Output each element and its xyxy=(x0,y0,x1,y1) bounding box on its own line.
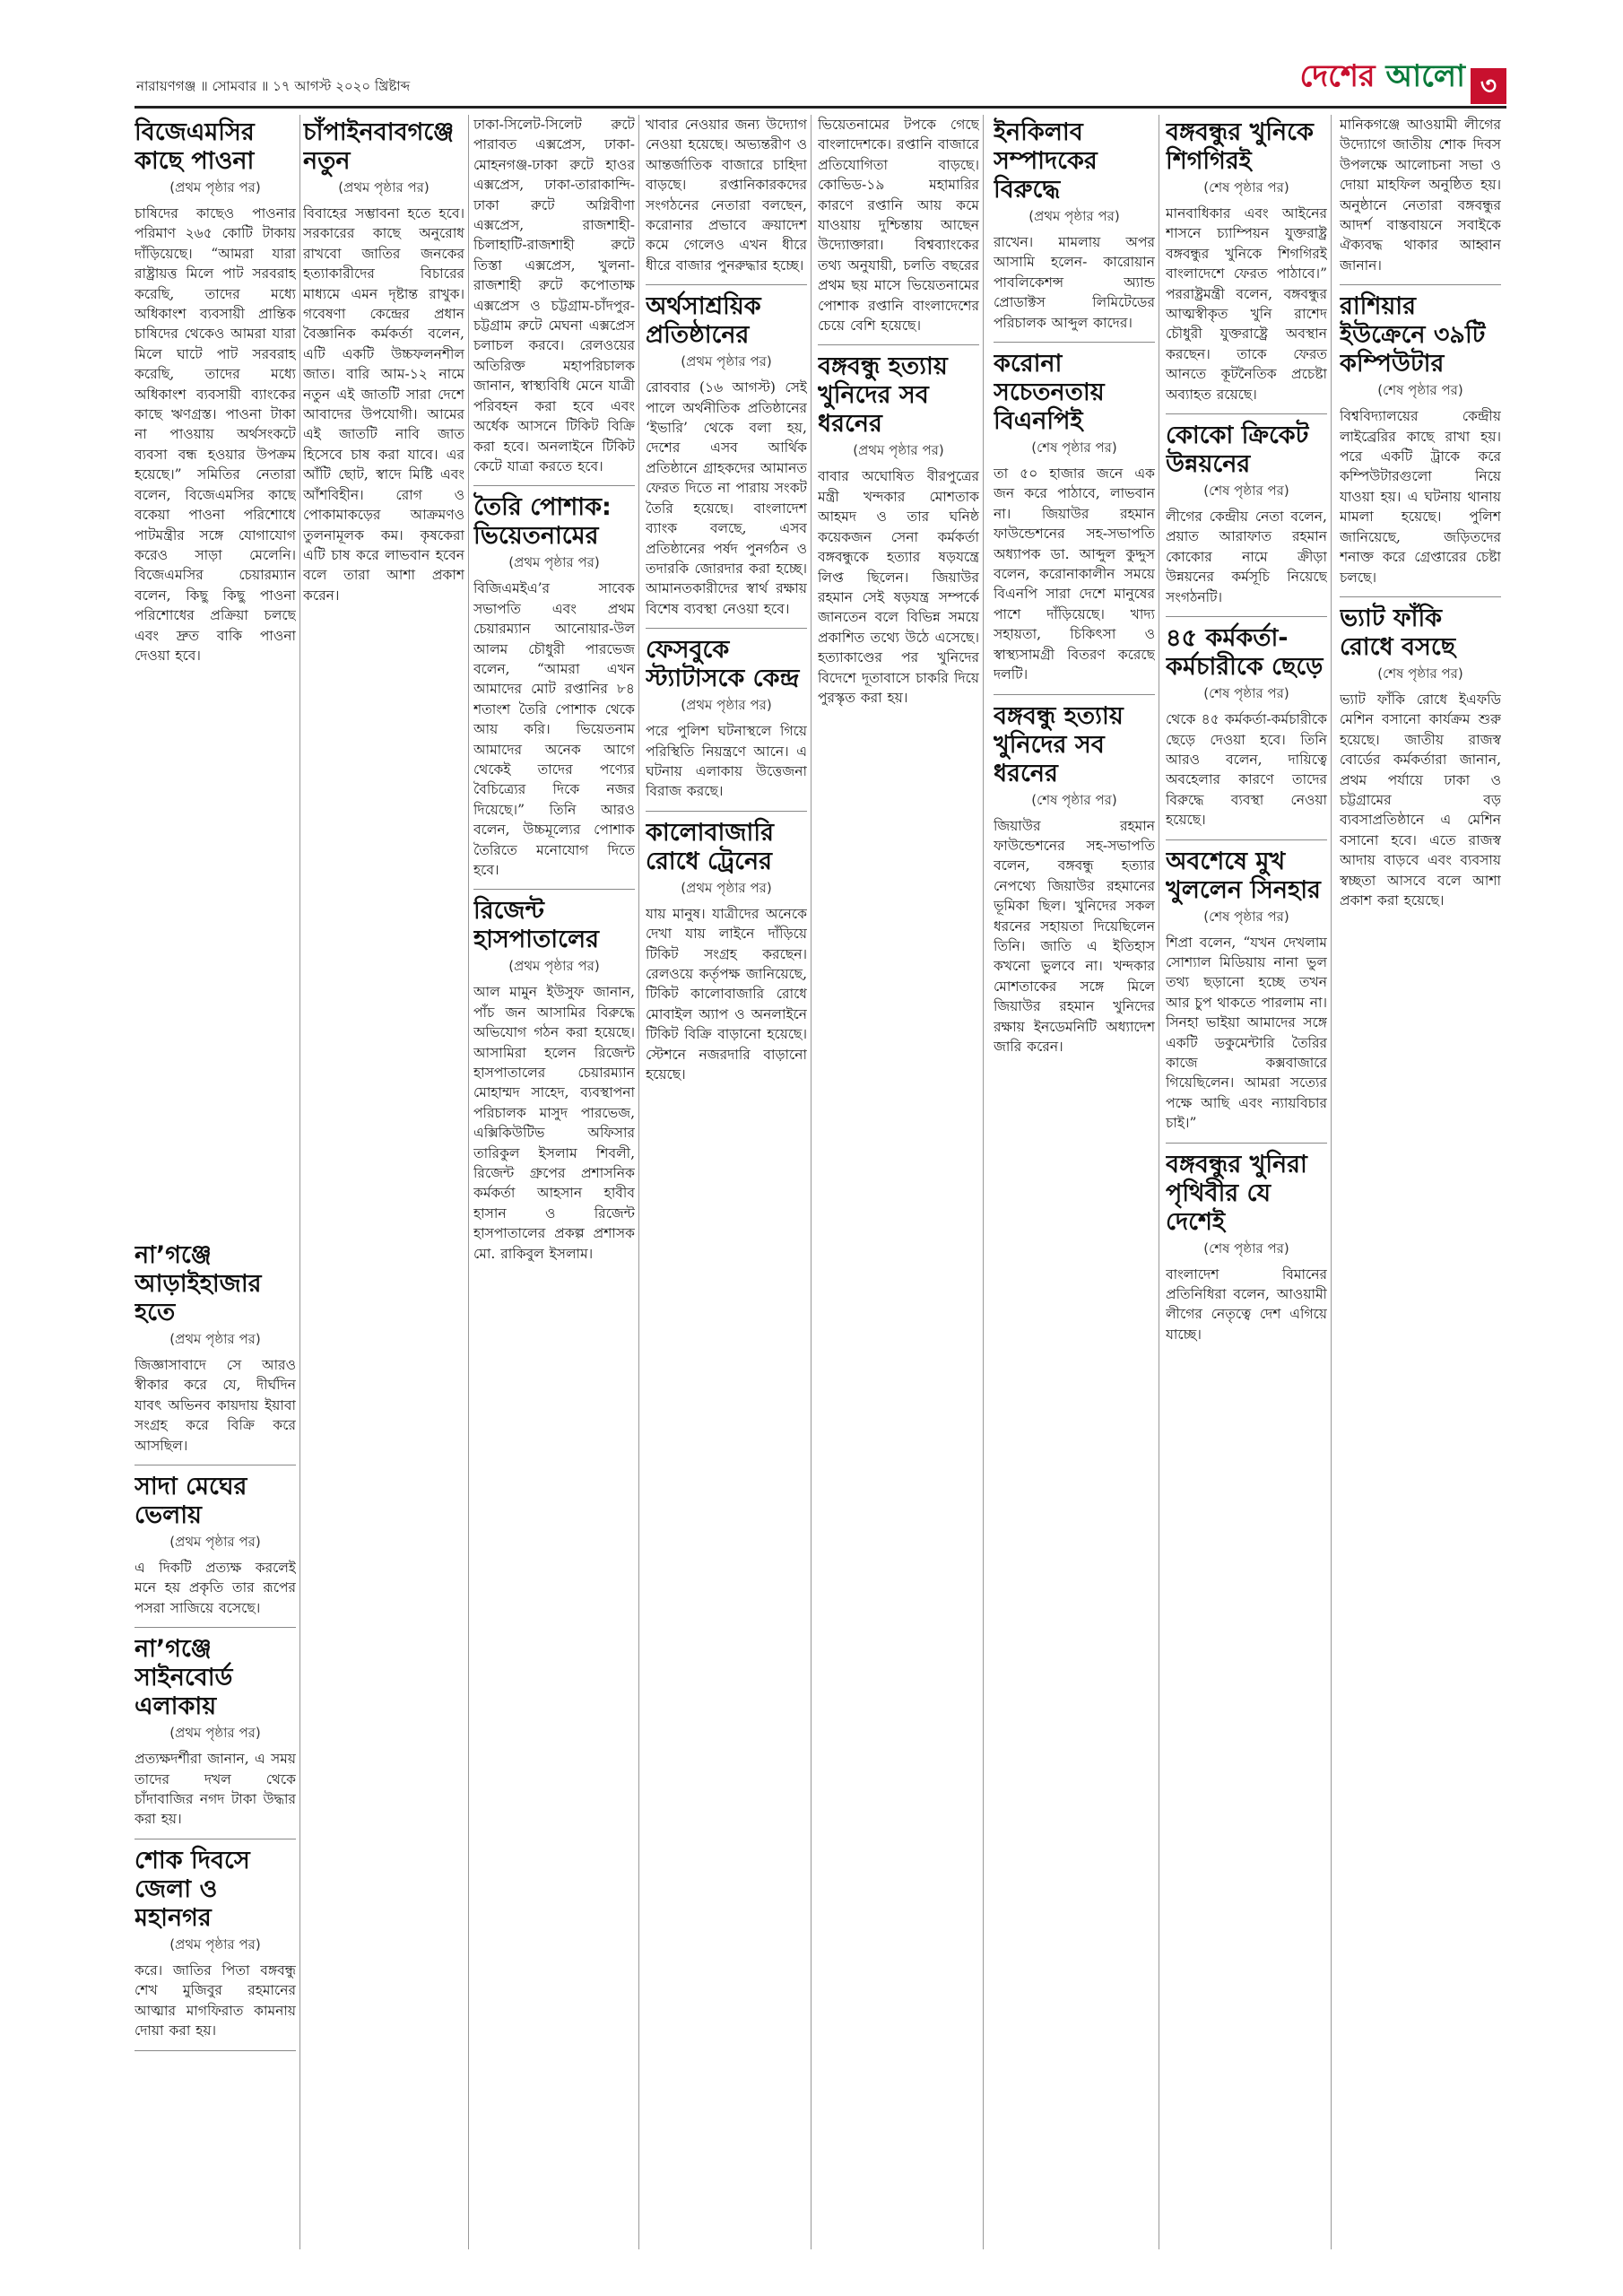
continued-note: (শেষ পৃষ্ঠার পর) xyxy=(1377,665,1463,682)
article-headline: বঙ্গবন্ধু হত্যায় খুনিদের সব ধরনের xyxy=(994,701,1124,787)
article xyxy=(1340,604,1501,910)
divider xyxy=(1166,839,1327,840)
article-body: থেকে ৪৫ কর্মকর্তা-কর্মচারীকে ছেড়ে দেওয়া হবে। তিনি আরও বলেন, দায়িত্বে অবহেলার কারণে তাদের বিরুদ্ধে ব্যবস্থা নেওয়া হয়েছে। xyxy=(1166,711,1327,829)
divider xyxy=(1166,616,1327,617)
article xyxy=(1166,118,1327,404)
article-headline: ফেসবুকে স্ট্যাটাসকে কেন্দ্র xyxy=(646,636,800,693)
article-body: বাংলাদেশ বিমানের প্রতিনিধিরা বলেন, আওয়ামী লীগের নেতৃত্বে দেশ এগিয়ে যাচ্ছে। xyxy=(1166,1265,1327,1343)
divider xyxy=(646,811,807,812)
article-body: চাষিদের কাছেও পাওনার পরিমাণ ২৬৫ কোটি টাকায় দাঁড়িয়েছে। “আমরা যারা রাষ্ট্রায়ত্ত মিলে পাট সরবরাহ করেছি, তাদের মধ্যে অধিকাংশ ব্যবসায়ী প্রান্তিক চাষিদের থেকেও আমরা যারা মিলে ঘাটে পাট সরবরাহ করেছি, তাদের মধ্যে অধিকাংশ ব্যবসায়ী ব্যাংকের কাছে ঋণগ্রস্ত। পাওনা টাকা না পাওয়ায় অর্থসংকটে ব্যবসা বন্ধ হওয়ার উপক্রম হয়েছে।” সমিতির নেতারা বলেন, বিজেএমসির কাছে বকেয়া পাওনা পরিশোধে পাটমন্ত্রীর সঙ্গে যোগাযোগ করেও সাড়া মেলেনি। বিজেএমসির চেয়ারম্যান বলেন, কিছু কিছু পাওনা পরিশোধের প্রক্রিয়া চলছে এবং দ্রুত বাকি পাওনা দেওয়া হবে। xyxy=(135,205,296,664)
article xyxy=(994,118,1155,333)
continued-note: (প্রথম পৃষ্ঠার পর) xyxy=(169,1331,261,1347)
article xyxy=(135,1847,296,2041)
divider xyxy=(135,1627,296,1628)
continued-note: (প্রথম পৃষ্ঠার পর) xyxy=(169,1935,261,1952)
column-2 xyxy=(303,115,464,2249)
page-number: ৩ xyxy=(1471,68,1506,104)
continued-note: (প্রথম পৃষ্ঠার পর) xyxy=(681,697,772,714)
article xyxy=(646,819,807,1085)
article-headline: শোক দিবসে জেলা ও মহানগর xyxy=(135,1846,250,1932)
logo-word-2: আলো xyxy=(1385,58,1465,94)
article-body: করে। জাতির পিতা বঙ্গবন্ধু শেখ মুজিবুর রহমানের আত্মার মাগফিরাত কামনায় দোয়া করা হয়। xyxy=(135,1961,296,2039)
article-headline: বঙ্গবন্ধু হত্যায় খুনিদের সব ধরনের xyxy=(818,352,948,439)
article-headline: রিজেন্ট হাসপাতালের xyxy=(473,897,599,954)
column-1 xyxy=(135,115,296,1227)
column-divider xyxy=(638,115,639,2249)
article-body: এ দিকটি প্রত্যক্ষ করলেই মনে হয় প্রকৃতি তার রূপের পসরা সাজিয়ে বসেছে। xyxy=(135,1560,296,1616)
article-body: আল মামুন ইউসুফ জানান, পাঁচ জন আসামির বিরুদ্ধে অভিযোগ গঠন করা হয়েছে। আসামিরা হলেন রিজেন্ট হাসপাতালের চেয়ারম্যান মোহাম্মদ সাহেদ, ব্যবস্থাপনা পরিচালক মাসুদ পারভেজ, এক্সিকিউটিভ অফিসার তারিকুল ইসলাম শিবলী, রিজেন্ট গ্রুপের প্রশাসনিক কর্মকর্তা আহসান হাবীব হাসান ও রিজেন্ট হাসপাতালের প্রকল্প প্রশাসক মো. রাকিবুল ইসলাম। xyxy=(473,984,635,1262)
article xyxy=(994,350,1155,684)
article xyxy=(135,1635,296,1830)
continued-note: (প্রথম পৃষ্ঠার পর) xyxy=(338,179,430,196)
article-body: ভিয়েতনামের টপকে গেছে বাংলাদেশকে। রপ্তানি বাজারে প্রতিযোগিতা বাড়ছে। কোভিড-১৯ মহামারির কারণে রপ্তানি আয় কমে যাওয়ায় দুশ্চিন্তায় আছেন উদ্যোক্তারা। বিশ্বব্যাংকের তথ্য অনুযায়ী, চলতি বছরের প্রথম ছয় মাসে ভিয়েতনামের পোশাক রপ্তানি বাংলাদেশের চেয়ে বেশি হয়েছে। xyxy=(818,117,979,335)
article-body: পরে পুলিশ ঘটনাস্থলে গিয়ে পরিস্থিতি নিয়ন্ত্রণে আনে। এ ঘটনায় এলাকায় উত্তেজনা বিরাজ করছে। xyxy=(646,723,807,800)
article-body: বিবাহের সম্ভাবনা হতে হবে। সরকারের কাছে অনুরোধ রাখবো জাতির জনকের হত্যাকারীদের বিচারের মাধ্যমে এমন দৃষ্টান্ত রাখুক। গবেষণা কেন্দ্রের প্রধান বৈজ্ঞানিক কর্মকর্তা বলেন, এটি একটি উচ্চফলনশীল জাত। বারি আম-১২ নামে নতুন এই জাতটি সারা দেশে আবাদের উপযোগী। আমের এই জাতটি নাবি জাত হিসেবে চাষ করা যাবে। এর আঁটি ছোট, স্বাদে মিষ্টি এবং আঁশবিহীন। রোগ ও পোকামাকড়ের আক্রমণও তুলনামূলক কম। কৃষকেরা এটি চাষ করে লাভবান হবেন বলে তারা আশা প্রকাশ করেন। xyxy=(303,205,464,604)
continued-note: (শেষ পৃষ্ঠার পর) xyxy=(1203,483,1289,500)
article-headline: ৪৫ কর্মকর্তা-কর্মচারীকে ছেড়ে xyxy=(1166,624,1324,682)
article-headline: বিজেএমসির কাছে পাওনা xyxy=(135,118,255,175)
article xyxy=(473,493,635,880)
article-body: মানিকগঞ্জে আওয়ামী লীগের উদ্যোগে জাতীয় শোক দিবস উপলক্ষে আলোচনা সভা ও দোয়া মাহফিল অনুষ্ঠিত হয়। অনুষ্ঠানে নেতারা বঙ্গবন্ধুর আদর্শ বাস্তবায়নে সবাইকে ঐক্যবদ্ধ থাকার আহ্বান জানান। xyxy=(1340,117,1501,274)
column-6 xyxy=(994,115,1155,2249)
article xyxy=(135,118,296,665)
article xyxy=(135,1241,296,1456)
continued-note: (শেষ পৃষ্ঠার পর) xyxy=(1031,791,1117,808)
column-divider xyxy=(1331,115,1332,2249)
article-headline: সাদা মেঘের ভেলায় xyxy=(135,1473,247,1530)
article xyxy=(1166,624,1327,830)
article-body: যায় মানুষ। যাত্রীদের অনেকে দেখা যায় লাইনে দাঁড়িয়ে টিকিট সংগ্রহ করছেন। রেলওয়ে কর্তৃপক্ষ জানিয়েছে, টিকিট কালোবাজারি রোধে মোবাইল অ্যাপ ও অনলাইনে টিকিট বিক্রি বাড়ানো হয়েছে। স্টেশনে নজরদারি বাড়ানো হয়েছে। xyxy=(646,905,807,1083)
article-headline: অর্থসাশ্রয়িক প্রতিষ্ঠানের xyxy=(646,292,761,350)
divider xyxy=(646,284,807,285)
article xyxy=(473,897,635,1264)
article xyxy=(818,115,979,335)
continued-note: (প্রথম পৃষ্ঠার পর) xyxy=(508,958,600,975)
continued-note: (প্রথম পৃষ্ঠার পর) xyxy=(169,179,261,196)
column-8 xyxy=(1340,115,1501,2249)
column-divider xyxy=(811,115,812,2249)
article xyxy=(1340,292,1501,587)
continued-note: (শেষ পৃষ্ঠার পর) xyxy=(1377,382,1463,399)
divider xyxy=(1340,284,1501,285)
continued-note: (প্রথম পৃষ্ঠার পর) xyxy=(169,1725,261,1742)
article-body: জিয়াউর রহমান ফাউন্ডেশনের সহ-সভাপতি বলেন, বঙ্গবন্ধু হত্যার নেপথ্যে জিয়াউর রহমানের ভূমিকা ছিল। খুনিদের সকল ধরনের সহায়তা দিয়েছিলেন তিনি। জাতি এ ইতিহাস কখনো ভুলবে না। খন্দকার মোশতাকের সঙ্গে মিলে জিয়াউর রহমান খুনিদের রক্ষায় ইনডেমনিটি অধ্যাদেশ জারি করেন। xyxy=(994,817,1155,1055)
article xyxy=(135,1473,296,1618)
continued-note: (শেষ পৃষ্ঠার পর) xyxy=(1203,685,1289,702)
column-3 xyxy=(473,115,635,2249)
article-headline: রাশিয়ার ইউক্রেনে ৩৯টি কম্পিউটার xyxy=(1340,292,1486,378)
article xyxy=(818,352,979,708)
article xyxy=(1166,422,1327,607)
divider xyxy=(473,485,635,486)
column-7 xyxy=(1166,115,1327,2249)
column-divider xyxy=(468,115,469,2249)
article-headline: না’গঞ্জে সাইনবোর্ড এলাকায় xyxy=(135,1635,233,1721)
article-headline: তৈরি পোশাক: ভিয়েতনামের xyxy=(473,493,612,551)
article-headline: ভ্যাট ফাঁকি রোধে বসছে xyxy=(1340,604,1456,661)
article-body: রোববার (১৬ আগস্ট) সেই পালে অর্থনীতিক প্রতিষ্ঠানের ‘ইভারি’ থেকে বলা হয়, দেশের এসব আর্থিক প্রতিষ্ঠানে গ্রাহকদের আমানত ফেরত দিতে না পারায় সংকট তৈরি হয়েছে। বাংলাদেশ ব্যাংক বলছে, এসব প্রতিষ্ঠানের পর্ষদ পুনর্গঠন ও তদারকি জোরদার করা হচ্ছে। আমানতকারীদের স্বার্থ রক্ষায় বিশেষ ব্যবস্থা নেওয়া হবে। xyxy=(646,379,807,617)
divider xyxy=(818,344,979,345)
article-body: জিজ্ঞাসাবাদে সে আরও স্বীকার করে যে, দীর্ঘদিন যাবৎ অভিনব কায়দায় ইয়াবা সংগ্রহ করে বিক্রি করে আসছিল। xyxy=(135,1357,296,1454)
continued-note: (প্রথম পৃষ্ঠার পর) xyxy=(508,554,600,571)
article-headline: করোনা সচেতনতায় বিএনপিই xyxy=(994,350,1105,436)
article-body: বিশ্ববিদ্যালয়ের কেন্দ্রীয় লাইব্রেরির কাছে রাখা হয়। পরে একটি ট্রাকে করে কম্পিউটারগুলো নিয়ে যাওয়া হয়। এ ঘটনায় থানায় মামলা হয়েছে। পুলিশ জানিয়েছে, জড়িতদের শনাক্ত করে গ্রেপ্তারের চেষ্টা চলছে। xyxy=(1340,408,1501,586)
continued-note: (শেষ পৃষ্ঠার পর) xyxy=(1031,439,1117,457)
column-1-lower xyxy=(135,1238,296,2242)
logo-word-1: দেশের xyxy=(1299,58,1376,94)
article-body: ঢাকা-সিলেট-সিলেট রুটে পারাবত এক্সপ্রেস, ঢাকা-মোহনগঞ্জ-ঢাকা রুটে হাওর এক্সপ্রেস, ঢাকা-তারাকান্দি-ঢাকা রুটে অগ্নিবীণা এক্সপ্রেস, রাজশাহী-চিলাহাটি-রাজশাহী রুটে তিস্তা এক্সপ্রেস, খুলনা-রাজশাহী রুটে কপোতাক্ষ এক্সপ্রেস ও চট্টগ্রাম-চাঁদপুর-চট্টগ্রাম রুটে মেঘনা এক্সপ্রেস চলাচল করবে। রেলওয়ের অতিরিক্ত মহাপরিচালক জানান, স্বাস্থ্যবিধি মেনে যাত্রী পরিবহন করা হবে এবং অর্ধেক আসনে টিকিট বিক্রি করা হবে। অনলাইনে টিকিট কেটে যাত্রা করতে হবে। xyxy=(473,117,635,474)
continued-note: (শেষ পৃষ্ঠার পর) xyxy=(1203,908,1289,925)
article-headline: চাঁপাইনবাবগঞ্জে নতুন xyxy=(303,118,455,175)
article-body: শিপ্রা বলেন, “যখন দেখলাম সোশ্যাল মিডিয়ায় নানা ভুল তথ্য ছড়ানো হচ্ছে তখন আর চুপ থাকতে পারলাম না। সিনহা ভাইয়া আমাদের সঙ্গে একটি ডকুমেন্টারি তৈরির কাজে কক্সবাজারে গিয়েছিলেন। আমরা সত্যের পক্ষে আছি এবং ন্যায়বিচার চাই।” xyxy=(1166,934,1327,1132)
article-body: বিজিএমইএ’র সাবেক সভাপতি এবং প্রথম চেয়ারম্যান আনোয়ার-উল আলম চৌধুরী পারভেজ বলেন, “আমরা এখন আমাদের মোট রপ্তানির ৮৪ শতাংশ তৈরি পোশাক থেকে আয় করি। ভিয়েতনাম আমাদের অনেক আগে থেকেই তাদের পণ্যের বৈচিত্র্যের দিকে নজর দিয়েছে।” তিনি আরও বলেন, উচ্চমূল্যের পোশাক তৈরিতে মনোযোগ দিতে হবে। xyxy=(473,580,635,878)
masthead xyxy=(135,58,1506,109)
article xyxy=(646,292,807,619)
article-body: খাবার নেওয়ার জন্য উদ্যোগ নেওয়া হয়েছে। অভ্যন্তরীণ ও আন্তর্জাতিক বাজারে চাহিদা বাড়ছে। রপ্তানিকারকদের সংগঠনের নেতারা বলছেন, করোনার প্রভাবে ক্রয়াদেশ কমে গেলেও এখন ধীরে ধীরে বাজার পুনরুদ্ধার হচ্ছে। xyxy=(646,117,807,274)
continued-note: (প্রথম পৃষ্ঠার পর) xyxy=(681,353,772,370)
newspaper-logo xyxy=(1300,53,1466,104)
divider xyxy=(135,2050,296,2051)
article xyxy=(646,636,807,802)
article-body: মানবাধিকার এবং আইনের শাসনে চ্যাম্পিয়ন যুক্তরাষ্ট্র বঙ্গবন্ধুর খুনিকে শিগগিরই বাংলাদেশে ফেরত পাঠাবে।” পররাষ্ট্রমন্ত্রী বলেন, বঙ্গবন্ধুর আত্মস্বীকৃত খুনি রাশেদ চৌধুরী যুক্তরাষ্ট্রে অবস্থান করছেন। তাকে ফেরত আনতে কূটনৈতিক প্রচেষ্টা অব্যাহত রয়েছে। xyxy=(1166,205,1327,403)
article xyxy=(1166,1151,1327,1345)
article xyxy=(1166,848,1327,1134)
divider xyxy=(1166,413,1327,414)
continued-note: (শেষ পৃষ্ঠার পর) xyxy=(1203,1239,1289,1257)
article xyxy=(994,702,1155,1057)
column-4 xyxy=(646,115,807,2249)
divider xyxy=(473,889,635,890)
article-headline: কালোবাজারি রোধে ট্রেনের xyxy=(646,818,774,875)
continued-note: (প্রথম পৃষ্ঠার পর) xyxy=(169,1534,261,1551)
article-body: লীগের কেন্দ্রীয় নেতা বলেন, প্রয়াত আরাফাত রহমান কোকোর নামে ক্রীড়া উন্নয়নের কর্মসূচি নিয়েছে সংগঠনটি। xyxy=(1166,509,1327,605)
article-body: ভ্যাট ফাঁকি রোধে ইএফডি মেশিন বসানো কার্যক্রম শুরু হয়েছে। জাতীয় রাজস্ব বোর্ডের কর্মকর্তারা জানান, প্রথম পর্যায়ে ঢাকা ও চট্টগ্রামের বড় ব্যবসাপ্রতিষ্ঠানে এ মেশিন বসানো হবে। এতে রাজস্ব আদায় বাড়বে এবং ব্যবসায় স্বচ্ছতা আসবে বলে আশা প্রকাশ করা হয়েছে। xyxy=(1340,691,1501,909)
article xyxy=(1340,115,1501,275)
article xyxy=(646,115,807,275)
divider xyxy=(646,628,807,629)
divider xyxy=(994,694,1155,695)
article-body: তা ৫০ হাজার জনে এক জন করে পাঠাবে, লাভবান না। জিয়াউর রহমান ফাউন্ডেশনের সহ-সভাপতি অধ্যাপক ডা. আব্দুল কুদ্দুস বলেন, করোনাকালীন সময়ে বিএনপি সারা দেশে মানুষের পাশে দাঁড়িয়েছে। খাদ্য সহায়তা, চিকিৎসা ও স্বাস্থ্যসামগ্রী বিতরণ করেছে দলটি। xyxy=(994,465,1155,683)
column-5 xyxy=(818,115,979,2249)
column-divider xyxy=(299,115,300,2249)
continued-note: (প্রথম পৃষ্ঠার পর) xyxy=(853,442,944,459)
column-divider xyxy=(983,115,984,2249)
continued-note: (শেষ পৃষ্ঠার পর) xyxy=(1203,179,1289,196)
article xyxy=(473,115,635,476)
article-body: বাবার অঘোষিত বীরপুত্রের মন্ত্রী খন্দকার মোশতাক আহমদ ও তার ঘনিষ্ঠ কয়েকজন সেনা কর্মকর্তা বঙ্গবন্ধুকে হত্যার ষড়যন্ত্রে লিপ্ত ছিলেন। জিয়াউর রহমান সেই ষড়যন্ত্র সম্পর্কে জানতেন বলে বিভিন্ন সময়ে প্রকাশিত তথ্যে উঠে এসেছে। হত্যাকাণ্ডের পর খুনিদের বিদেশে দূতাবাসে চাকরি দিয়ে পুরস্কৃত করা হয়। xyxy=(818,468,979,706)
divider xyxy=(994,342,1155,343)
continued-note: (প্রথম পৃষ্ঠার পর) xyxy=(681,879,772,896)
article-headline: না’গঞ্জে আড়াইহাজার হতে xyxy=(135,1241,262,1326)
article-headline: কোকো ক্রিকেট উন্নয়নের xyxy=(1166,422,1309,479)
article-headline: অবশেষে মুখ খুললেন সিনহার xyxy=(1166,847,1321,904)
article-body: রাখেন। মামলায় অপর আসামি হলেন- কারোয়ান পাবলিকেশন্স অ্যান্ড প্রোডাক্টস লিমিটেডের পরিচালক আব্দুল কাদের। xyxy=(994,234,1155,331)
divider xyxy=(1340,596,1501,597)
article-body: প্রত্যক্ষদর্শীরা জানান, এ সময় তাদের দখল থেকে চাঁদাবাজির নগদ টাকা উদ্ধার করা হয়। xyxy=(135,1751,296,1828)
continued-note: (প্রথম পৃষ্ঠার পর) xyxy=(1028,208,1120,224)
divider xyxy=(1166,1143,1327,1144)
article xyxy=(303,118,464,605)
article-headline: ইনকিলাব সম্পাদকের বিরুদ্ধে xyxy=(994,118,1098,204)
dateline: নারায়ণগঞ্জ ॥ সোমবার ॥ ১৭ আগস্ট ২০২০ খ্রিষ্টাব্দ xyxy=(136,78,411,94)
article-headline: বঙ্গবন্ধুর খুনিকে শিগগিরই xyxy=(1166,118,1314,175)
article-headline: বঙ্গবন্ধুর খুনিরা পৃথিবীর যে দেশেই xyxy=(1166,1150,1307,1236)
